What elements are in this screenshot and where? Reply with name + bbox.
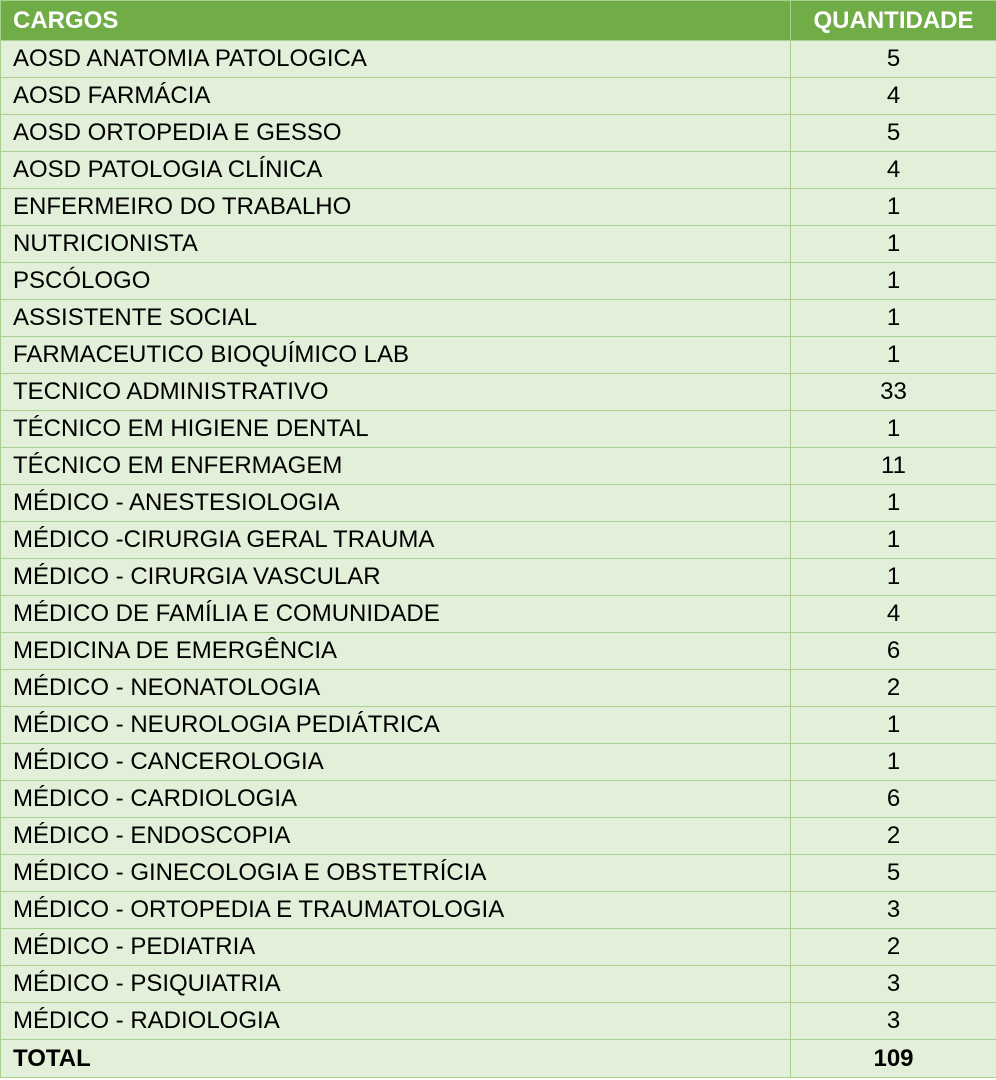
table-row — [1, 596, 996, 633]
cargo-cell: AOSD ANATOMIA PATOLOGICA — [1, 41, 791, 78]
table-row — [1, 448, 996, 485]
cargo-cell: ENFERMEIRO DO TRABALHO — [1, 189, 791, 226]
quantidade-cell: 1 — [791, 744, 996, 781]
table-row — [1, 1003, 996, 1040]
table-row — [1, 226, 996, 263]
cargo-cell: TÉCNICO EM ENFERMAGEM — [1, 448, 791, 485]
quantidade-cell: 4 — [791, 596, 996, 633]
quantidade-cell: 1 — [791, 263, 996, 300]
total-row — [1, 1040, 996, 1078]
quantidade-cell: 3 — [791, 1003, 996, 1040]
table-row — [1, 41, 996, 78]
table-row — [1, 633, 996, 670]
table-row — [1, 263, 996, 300]
table-row — [1, 781, 996, 818]
table-row — [1, 522, 996, 559]
quantidade-cell: 4 — [791, 78, 996, 115]
table-row — [1, 411, 996, 448]
quantidade-cell: 2 — [791, 818, 996, 855]
table-row — [1, 818, 996, 855]
table-row — [1, 337, 996, 374]
quantidade-cell: 1 — [791, 411, 996, 448]
cargo-cell: MÉDICO DE FAMÍLIA E COMUNIDADE — [1, 596, 791, 633]
table-row — [1, 707, 996, 744]
quantidade-cell: 2 — [791, 929, 996, 966]
cargo-cell: MÉDICO - PSIQUIATRIA — [1, 966, 791, 1003]
cargo-cell: MÉDICO - ANESTESIOLOGIA — [1, 485, 791, 522]
table-body — [1, 41, 996, 1078]
cargo-cell: PSCÓLOGO — [1, 263, 791, 300]
cargo-cell: MÉDICO - NEUROLOGIA PEDIÁTRICA — [1, 707, 791, 744]
cargo-cell: MÉDICO - CARDIOLOGIA — [1, 781, 791, 818]
table-row — [1, 152, 996, 189]
cargo-cell: MÉDICO - CIRURGIA VASCULAR — [1, 559, 791, 596]
table-row — [1, 855, 996, 892]
cargo-cell: NUTRICIONISTA — [1, 226, 791, 263]
quantidade-cell: 4 — [791, 152, 996, 189]
table-row — [1, 744, 996, 781]
cargo-cell: TECNICO ADMINISTRATIVO — [1, 374, 791, 411]
cargo-cell: MÉDICO - RADIOLOGIA — [1, 1003, 791, 1040]
quantidade-cell: 1 — [791, 559, 996, 596]
quantidade-cell: 5 — [791, 115, 996, 152]
quantidade-cell: 5 — [791, 41, 996, 78]
cargo-cell: MÉDICO - CANCEROLOGIA — [1, 744, 791, 781]
header-quantidade: QUANTIDADE — [791, 1, 996, 41]
table-row — [1, 929, 996, 966]
quantidade-cell: 33 — [791, 374, 996, 411]
cargo-cell: MÉDICO - ORTOPEDIA E TRAUMATOLOGIA — [1, 892, 791, 929]
table-row — [1, 559, 996, 596]
table-row — [1, 189, 996, 226]
quantidade-cell: 3 — [791, 966, 996, 1003]
cargo-cell: FARMACEUTICO BIOQUÍMICO LAB — [1, 337, 791, 374]
cargo-cell: TÉCNICO EM HIGIENE DENTAL — [1, 411, 791, 448]
header-row — [1, 1, 996, 41]
quantidade-cell: 1 — [791, 337, 996, 374]
quantidade-cell: 1 — [791, 522, 996, 559]
quantidade-cell: 1 — [791, 485, 996, 522]
total-label: TOTAL — [1, 1040, 791, 1078]
quantidade-cell: 5 — [791, 855, 996, 892]
table-row — [1, 374, 996, 411]
header-cargos: CARGOS — [1, 1, 791, 41]
quantidade-cell: 1 — [791, 707, 996, 744]
cargo-cell: MÉDICO - NEONATOLOGIA — [1, 670, 791, 707]
cargo-cell: AOSD ORTOPEDIA E GESSO — [1, 115, 791, 152]
quantidade-cell: 6 — [791, 633, 996, 670]
table-row — [1, 300, 996, 337]
quantidade-cell: 1 — [791, 300, 996, 337]
total-value: 109 — [791, 1040, 996, 1078]
cargo-cell: MÉDICO - GINECOLOGIA E OBSTETRÍCIA — [1, 855, 791, 892]
quantidade-cell: 1 — [791, 189, 996, 226]
quantidade-cell: 2 — [791, 670, 996, 707]
table-row — [1, 966, 996, 1003]
cargo-cell: MÉDICO - PEDIATRIA — [1, 929, 791, 966]
table-row — [1, 670, 996, 707]
cargo-cell: MÉDICO - ENDOSCOPIA — [1, 818, 791, 855]
cargo-cell: ASSISTENTE SOCIAL — [1, 300, 791, 337]
cargo-cell: AOSD FARMÁCIA — [1, 78, 791, 115]
quantidade-cell: 6 — [791, 781, 996, 818]
cargo-cell: MÉDICO -CIRURGIA GERAL TRAUMA — [1, 522, 791, 559]
cargo-cell: AOSD PATOLOGIA CLÍNICA — [1, 152, 791, 189]
quantidade-cell: 1 — [791, 226, 996, 263]
quantidade-cell: 11 — [791, 448, 996, 485]
table-row — [1, 485, 996, 522]
table-row — [1, 115, 996, 152]
table-row — [1, 892, 996, 929]
cargo-cell: MEDICINA DE EMERGÊNCIA — [1, 633, 791, 670]
table-row — [1, 78, 996, 115]
quantidade-cell: 3 — [791, 892, 996, 929]
